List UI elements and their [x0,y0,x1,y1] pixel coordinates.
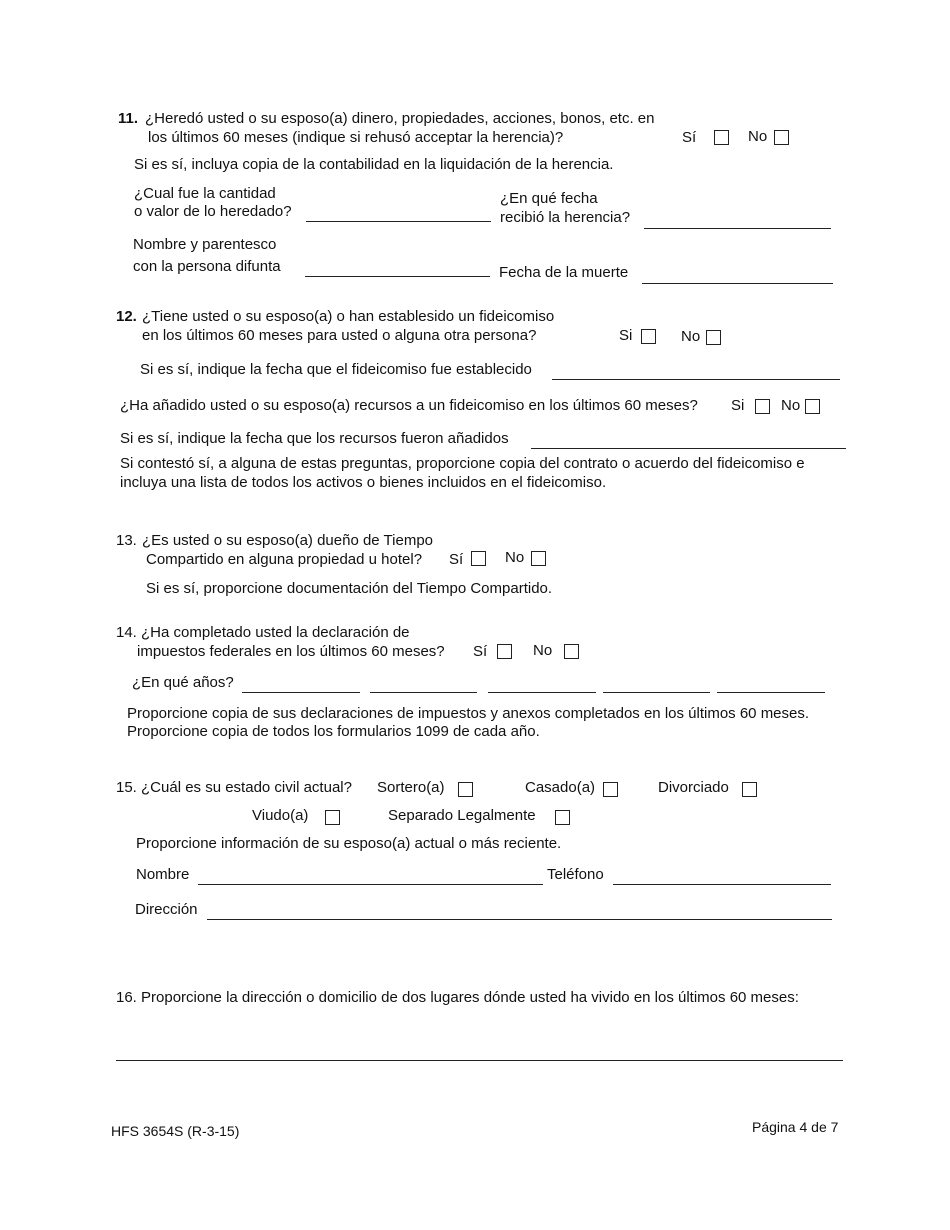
q11-death-label: Fecha de la muerte [499,264,629,281]
q14-years-label: ¿En qué años? [132,674,234,691]
form-id: HFS 3654S (R-3-15) [111,1123,240,1139]
q16-address-field[interactable] [116,1060,843,1061]
q15-phone-label: Teléfono [547,866,604,883]
q12-number: 12. [116,308,137,325]
q14-year-field-4[interactable] [603,692,710,693]
q12-yes-label: Si [619,327,633,344]
q11-amount-field[interactable] [306,221,491,222]
q11-yes-checkbox[interactable] [714,130,729,145]
q14-note-line1: Proporcione copia de sus declaraciones de impuestos y anexos completados en los últimos 60 meses. [127,705,810,722]
q14-year-field-1[interactable] [242,692,360,693]
q11-question-line2: los últimos 60 meses (indique si rehusó acceptar la herencia)? [148,129,564,146]
q15-info: Proporcione información de su esposo(a) actual o más reciente. [136,835,562,852]
q15-separated-label: Separado Legalmente [388,807,536,824]
q11-number: 11. [118,110,139,127]
q14-year-field-3[interactable] [488,692,596,693]
q15-question: 15. ¿Cuál es su estado civil actual? [116,779,352,796]
q14-no-label: No [533,642,553,659]
q12-date-field[interactable] [552,379,840,380]
q12-date-label: Si es sí, indique la fecha que el fideicomiso fue establecido [140,361,532,378]
q15-name-field[interactable] [198,884,543,885]
q14-question-line1: 14. ¿Ha completado usted la declaración de [116,624,410,641]
q12-no-checkbox[interactable] [706,330,721,345]
q14-year-field-5[interactable] [717,692,825,693]
q13-note: Si es sí, proporcione documentación del Tiempo Compartido. [146,580,553,597]
q15-single-label: Sortero(a) [377,779,445,796]
q15-address-field[interactable] [207,919,832,920]
q15-name-label: Nombre [136,866,190,883]
q15-divorced-checkbox[interactable] [742,782,757,797]
q12-added-date-label: Si es sí, indique la fecha que los recursos fueron añadidos [120,430,509,447]
q13-yes-checkbox[interactable] [471,551,486,566]
q14-yes-label: Sí [473,643,488,660]
q15-divorced-label: Divorciado [658,779,729,796]
q11-date-label-line1: ¿En qué fecha [500,190,598,207]
q15-married-checkbox[interactable] [603,782,618,797]
q15-phone-field[interactable] [613,884,831,885]
q15-address-label: Dirección [135,901,198,918]
q12-added-yes-label: Si [731,397,745,414]
q14-year-field-2[interactable] [370,692,477,693]
q13-number: 13. [116,532,137,549]
q11-amount-label-line2: o valor de lo heredado? [134,203,292,220]
q15-married-label: Casado(a) [525,779,596,796]
q12-added-no-checkbox[interactable] [805,399,820,414]
q12-question-line2: en los últimos 60 meses para usted o alguna otra persona? [142,327,537,344]
q11-question-line1: ¿Heredó usted o su esposo(a) dinero, propiedades, acciones, bonos, etc. en [145,110,655,127]
q14-no-checkbox[interactable] [564,644,579,659]
q11-name-label-line1: Nombre y parentesco [133,236,277,253]
q11-name-field[interactable] [305,276,490,277]
q14-question-line2: impuestos federales en los últimos 60 meses? [137,643,445,660]
q12-note-line2: incluya una lista de todos los activos o bienes incluidos en el fideicomiso. [120,474,607,491]
q11-date-field[interactable] [644,228,831,229]
q11-death-field[interactable] [642,283,833,284]
q11-amount-label-line1: ¿Cual fue la cantidad [134,185,276,202]
q11-yes-label: Sí [682,129,697,146]
q15-separated-checkbox[interactable] [555,810,570,825]
q16-question: 16. Proporcione la dirección o domicilio de dos lugares dónde usted ha vivido en los últimos 60 meses: [116,989,799,1006]
q13-question-line2: Compartido en alguna propiedad u hotel? [146,551,423,568]
q13-yes-label: Sí [449,551,464,568]
q12-note-line1: Si contestó sí, a alguna de estas preguntas, proporcione copia del contrato o acuerdo del fideicomiso e [120,455,805,472]
q12-yes-checkbox[interactable] [641,329,656,344]
q12-question-line1: ¿Tiene usted o su esposo(a) o han establesido un fideicomiso [142,308,555,325]
q11-name-label-line2: con la persona difunta [133,258,281,275]
q12-added-date-field[interactable] [531,448,846,449]
q11-no-checkbox[interactable] [774,130,789,145]
q11-date-label-line2: recibió la herencia? [500,209,631,226]
q11-note: Si es sí, incluya copia de la contabilidad en la liquidación de la herencia. [134,156,614,173]
q12-added-yes-checkbox[interactable] [755,399,770,414]
q13-no-checkbox[interactable] [531,551,546,566]
q13-no-label: No [505,549,525,566]
q12-no-label: No [681,328,701,345]
q15-widowed-checkbox[interactable] [325,810,340,825]
q12-added-no-label: No [781,397,801,414]
q15-widowed-label: Viudo(a) [252,807,309,824]
q13-question-line1: ¿Es usted o su esposo(a) dueño de Tiempo [142,532,434,549]
q14-yes-checkbox[interactable] [497,644,512,659]
page-number: Página 4 de 7 [752,1119,839,1135]
q15-single-checkbox[interactable] [458,782,473,797]
q11-no-label: No [748,128,768,145]
q14-note-line2: Proporcione copia de todos los formularios 1099 de cada año. [127,723,540,740]
q12-added-question: ¿Ha añadido usted o su esposo(a) recursos a un fideicomiso en los últimos 60 meses? [120,397,698,414]
